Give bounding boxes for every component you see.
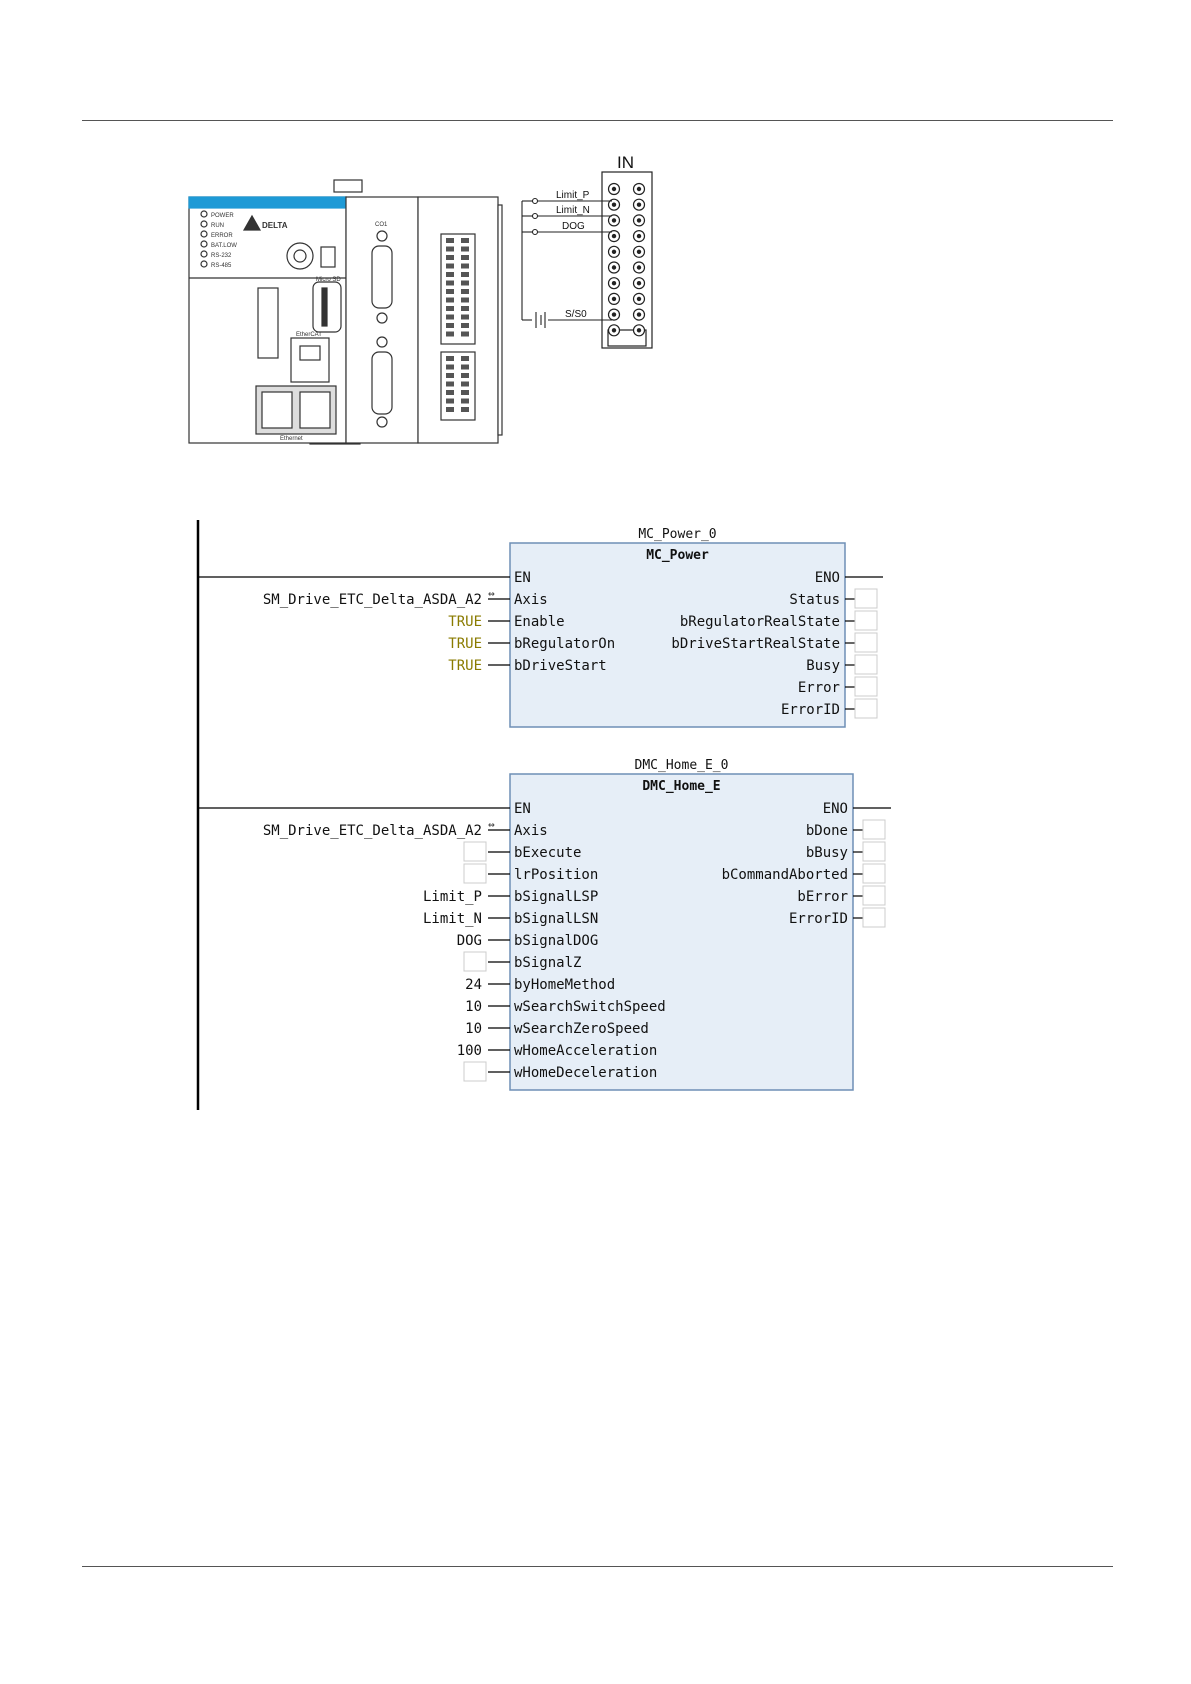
terminal-screw-icon (612, 218, 616, 222)
io-pin (446, 238, 454, 243)
empty-output-box[interactable] (863, 886, 885, 905)
io-pin (446, 272, 454, 277)
terminal-screw-icon (612, 265, 616, 269)
terminal-screw-icon (637, 187, 641, 191)
io-pin (461, 323, 469, 328)
input-value[interactable]: Limit_N (422, 911, 482, 927)
terminal-screw-icon (637, 328, 641, 332)
io-pin (446, 315, 454, 320)
io-pin (461, 356, 469, 361)
input-pin-label: EN (514, 801, 531, 817)
terminal-screw-icon (637, 297, 641, 301)
io-pin (446, 255, 454, 260)
input-value[interactable]: SM_Drive_ETC_Delta_ASDA_A2 (262, 592, 482, 608)
input-pin-label: wSearchSwitchSpeed (514, 999, 666, 1015)
terminal-screw-icon (637, 203, 641, 207)
led-label: ERROR (211, 233, 233, 239)
input-pin-label: wSearchZeroSpeed (514, 1021, 649, 1037)
output-pin-label: ErrorID (788, 911, 848, 927)
io-pin (461, 281, 469, 286)
io-pin (461, 332, 469, 337)
io-pin (446, 356, 454, 361)
input-value[interactable]: TRUE (448, 614, 482, 630)
input-pin-label: lrPosition (514, 867, 599, 883)
io-pin (461, 390, 469, 395)
empty-output-box[interactable] (855, 655, 877, 674)
io-pin (461, 247, 469, 252)
io-pin (446, 365, 454, 370)
input-value[interactable]: 10 (465, 999, 482, 1015)
io-pin (461, 365, 469, 370)
terminal-screw-icon (612, 234, 616, 238)
io-pin (461, 298, 469, 303)
output-pin-label: Error (797, 680, 840, 696)
output-pin-label: bDone (805, 823, 848, 839)
terminal-screw-icon (612, 281, 616, 285)
io-pin (461, 306, 469, 311)
empty-output-box[interactable] (863, 842, 885, 861)
ethernet-label: Ethernet (280, 436, 303, 442)
plc-controller (189, 180, 502, 444)
terminal-screw-icon (612, 250, 616, 254)
io-pin (461, 272, 469, 277)
in-terminal-block (602, 172, 652, 348)
io-pin (446, 281, 454, 286)
io-pin (446, 306, 454, 311)
output-pin-label: Status (789, 592, 840, 608)
input-pin-label: bSignalLSN (514, 911, 599, 927)
io-pin (461, 407, 469, 412)
input-pin-label: Enable (514, 614, 565, 630)
io-pin (446, 399, 454, 404)
io-pin (446, 407, 454, 412)
wire-label-limit-p: Limit_P (556, 190, 590, 201)
input-pin-label: bSignalLSP (514, 889, 599, 905)
output-pin-label: ENO (814, 570, 840, 586)
empty-output-box[interactable] (855, 633, 877, 652)
bidirectional-arrow-icon: ⇔ (488, 587, 495, 600)
io-pin (446, 373, 454, 378)
io-pin (446, 264, 454, 269)
input-value[interactable]: 24 (465, 977, 482, 993)
input-value[interactable]: DOG (456, 933, 482, 949)
switch-contacts (533, 199, 538, 235)
output-pin-label: ErrorID (780, 702, 840, 718)
terminal-screw-icon (637, 234, 641, 238)
wire-label-dog: DOG (562, 221, 585, 232)
input-value[interactable]: SM_Drive_ETC_Delta_ASDA_A2 (262, 823, 482, 839)
led-label: POWER (211, 213, 234, 219)
empty-output-box[interactable] (855, 589, 877, 608)
output-pin-label: ENO (822, 801, 848, 817)
empty-input-box[interactable] (464, 864, 486, 883)
io-pin (461, 382, 469, 387)
function-block-dmc-home-e[interactable] (198, 758, 891, 1090)
terminal-screw-icon (612, 187, 616, 191)
io-pin (461, 264, 469, 269)
io-pin (461, 255, 469, 260)
io-pin (446, 382, 454, 387)
input-pin-label: wHomeDeceleration (514, 1065, 658, 1081)
input-value[interactable]: TRUE (448, 658, 482, 674)
io-pin (446, 247, 454, 252)
function-block-diagram (0, 500, 1191, 1640)
io-pin (461, 289, 469, 294)
microsd-label: Micro SD (316, 277, 341, 283)
brand-label: DELTA (262, 221, 288, 230)
io-pin (446, 390, 454, 395)
input-value[interactable]: Limit_P (422, 889, 482, 905)
input-pin-label: bSignalDOG (514, 933, 599, 949)
empty-output-box[interactable] (863, 864, 885, 883)
bidirectional-arrow-icon: ⇔ (488, 818, 495, 831)
input-pin-label: wHomeAcceleration (514, 1043, 658, 1059)
input-pin-label: Axis (514, 592, 548, 608)
led-label: BAT.LOW (211, 243, 237, 249)
empty-output-box[interactable] (855, 677, 877, 696)
block-type-name: MC_Power (646, 548, 709, 563)
terminal-screw-icon (612, 312, 616, 316)
terminal-screw-icon (637, 281, 641, 285)
co1-label: CO1 (375, 222, 388, 228)
io-pin (461, 399, 469, 404)
block-body[interactable] (510, 543, 845, 727)
block-instance-name: MC_Power_0 (638, 527, 717, 542)
wiring-figure (0, 0, 1191, 480)
terminal-screw-icon (612, 328, 616, 332)
input-pin-label: bExecute (514, 845, 582, 861)
terminal-screw-icon (612, 297, 616, 301)
input-pin-label: bSignalZ (514, 955, 582, 971)
in-label: IN (617, 153, 634, 172)
empty-output-box[interactable] (855, 611, 877, 630)
output-pin-label: bError (797, 889, 848, 905)
wire-label-common: S/S0 (565, 309, 587, 320)
led-label: RS-485 (211, 263, 232, 269)
empty-input-box[interactable] (464, 842, 486, 861)
io-pin (446, 332, 454, 337)
led-label: RS-232 (211, 253, 232, 259)
io-pin (461, 315, 469, 320)
input-pin-label: byHomeMethod (514, 977, 616, 993)
input-value[interactable]: 10 (465, 1021, 482, 1037)
empty-input-box[interactable] (464, 952, 486, 971)
terminal-screw-icon (637, 312, 641, 316)
io-pin (446, 323, 454, 328)
input-value[interactable]: TRUE (448, 636, 482, 652)
input-pin-label: bRegulatorOn (514, 636, 616, 652)
terminal-screw-icon (637, 250, 641, 254)
output-pin-label: bDriveStartRealState (671, 636, 840, 652)
output-pin-label: bRegulatorRealState (679, 614, 840, 630)
terminal-screw-icon (637, 265, 641, 269)
empty-output-box[interactable] (863, 908, 885, 927)
input-pin-label: bDriveStart (514, 658, 607, 674)
block-instance-name: DMC_Home_E_0 (634, 758, 729, 773)
empty-output-box[interactable] (863, 820, 885, 839)
io-pin (461, 373, 469, 378)
output-pin-label: bBusy (805, 845, 848, 861)
input-pin-label: Axis (514, 823, 548, 839)
wire-label-limit-n: Limit_N (556, 205, 590, 216)
io-pin (446, 289, 454, 294)
empty-input-box[interactable] (464, 1062, 486, 1081)
function-block-mc-power[interactable] (198, 527, 883, 727)
terminal-screw-icon (612, 203, 616, 207)
empty-output-box[interactable] (855, 699, 877, 718)
terminal-screw-icon (637, 218, 641, 222)
input-value[interactable]: 100 (456, 1043, 482, 1059)
output-pin-label: Busy (806, 658, 840, 674)
block-type-name: DMC_Home_E (642, 779, 721, 794)
led-label: RUN (211, 223, 224, 229)
io-pin (461, 238, 469, 243)
output-pin-label: bCommandAborted (721, 867, 848, 883)
ethercat-label: EtherCAT (296, 332, 322, 338)
input-pin-label: EN (514, 570, 531, 586)
io-pin (446, 298, 454, 303)
